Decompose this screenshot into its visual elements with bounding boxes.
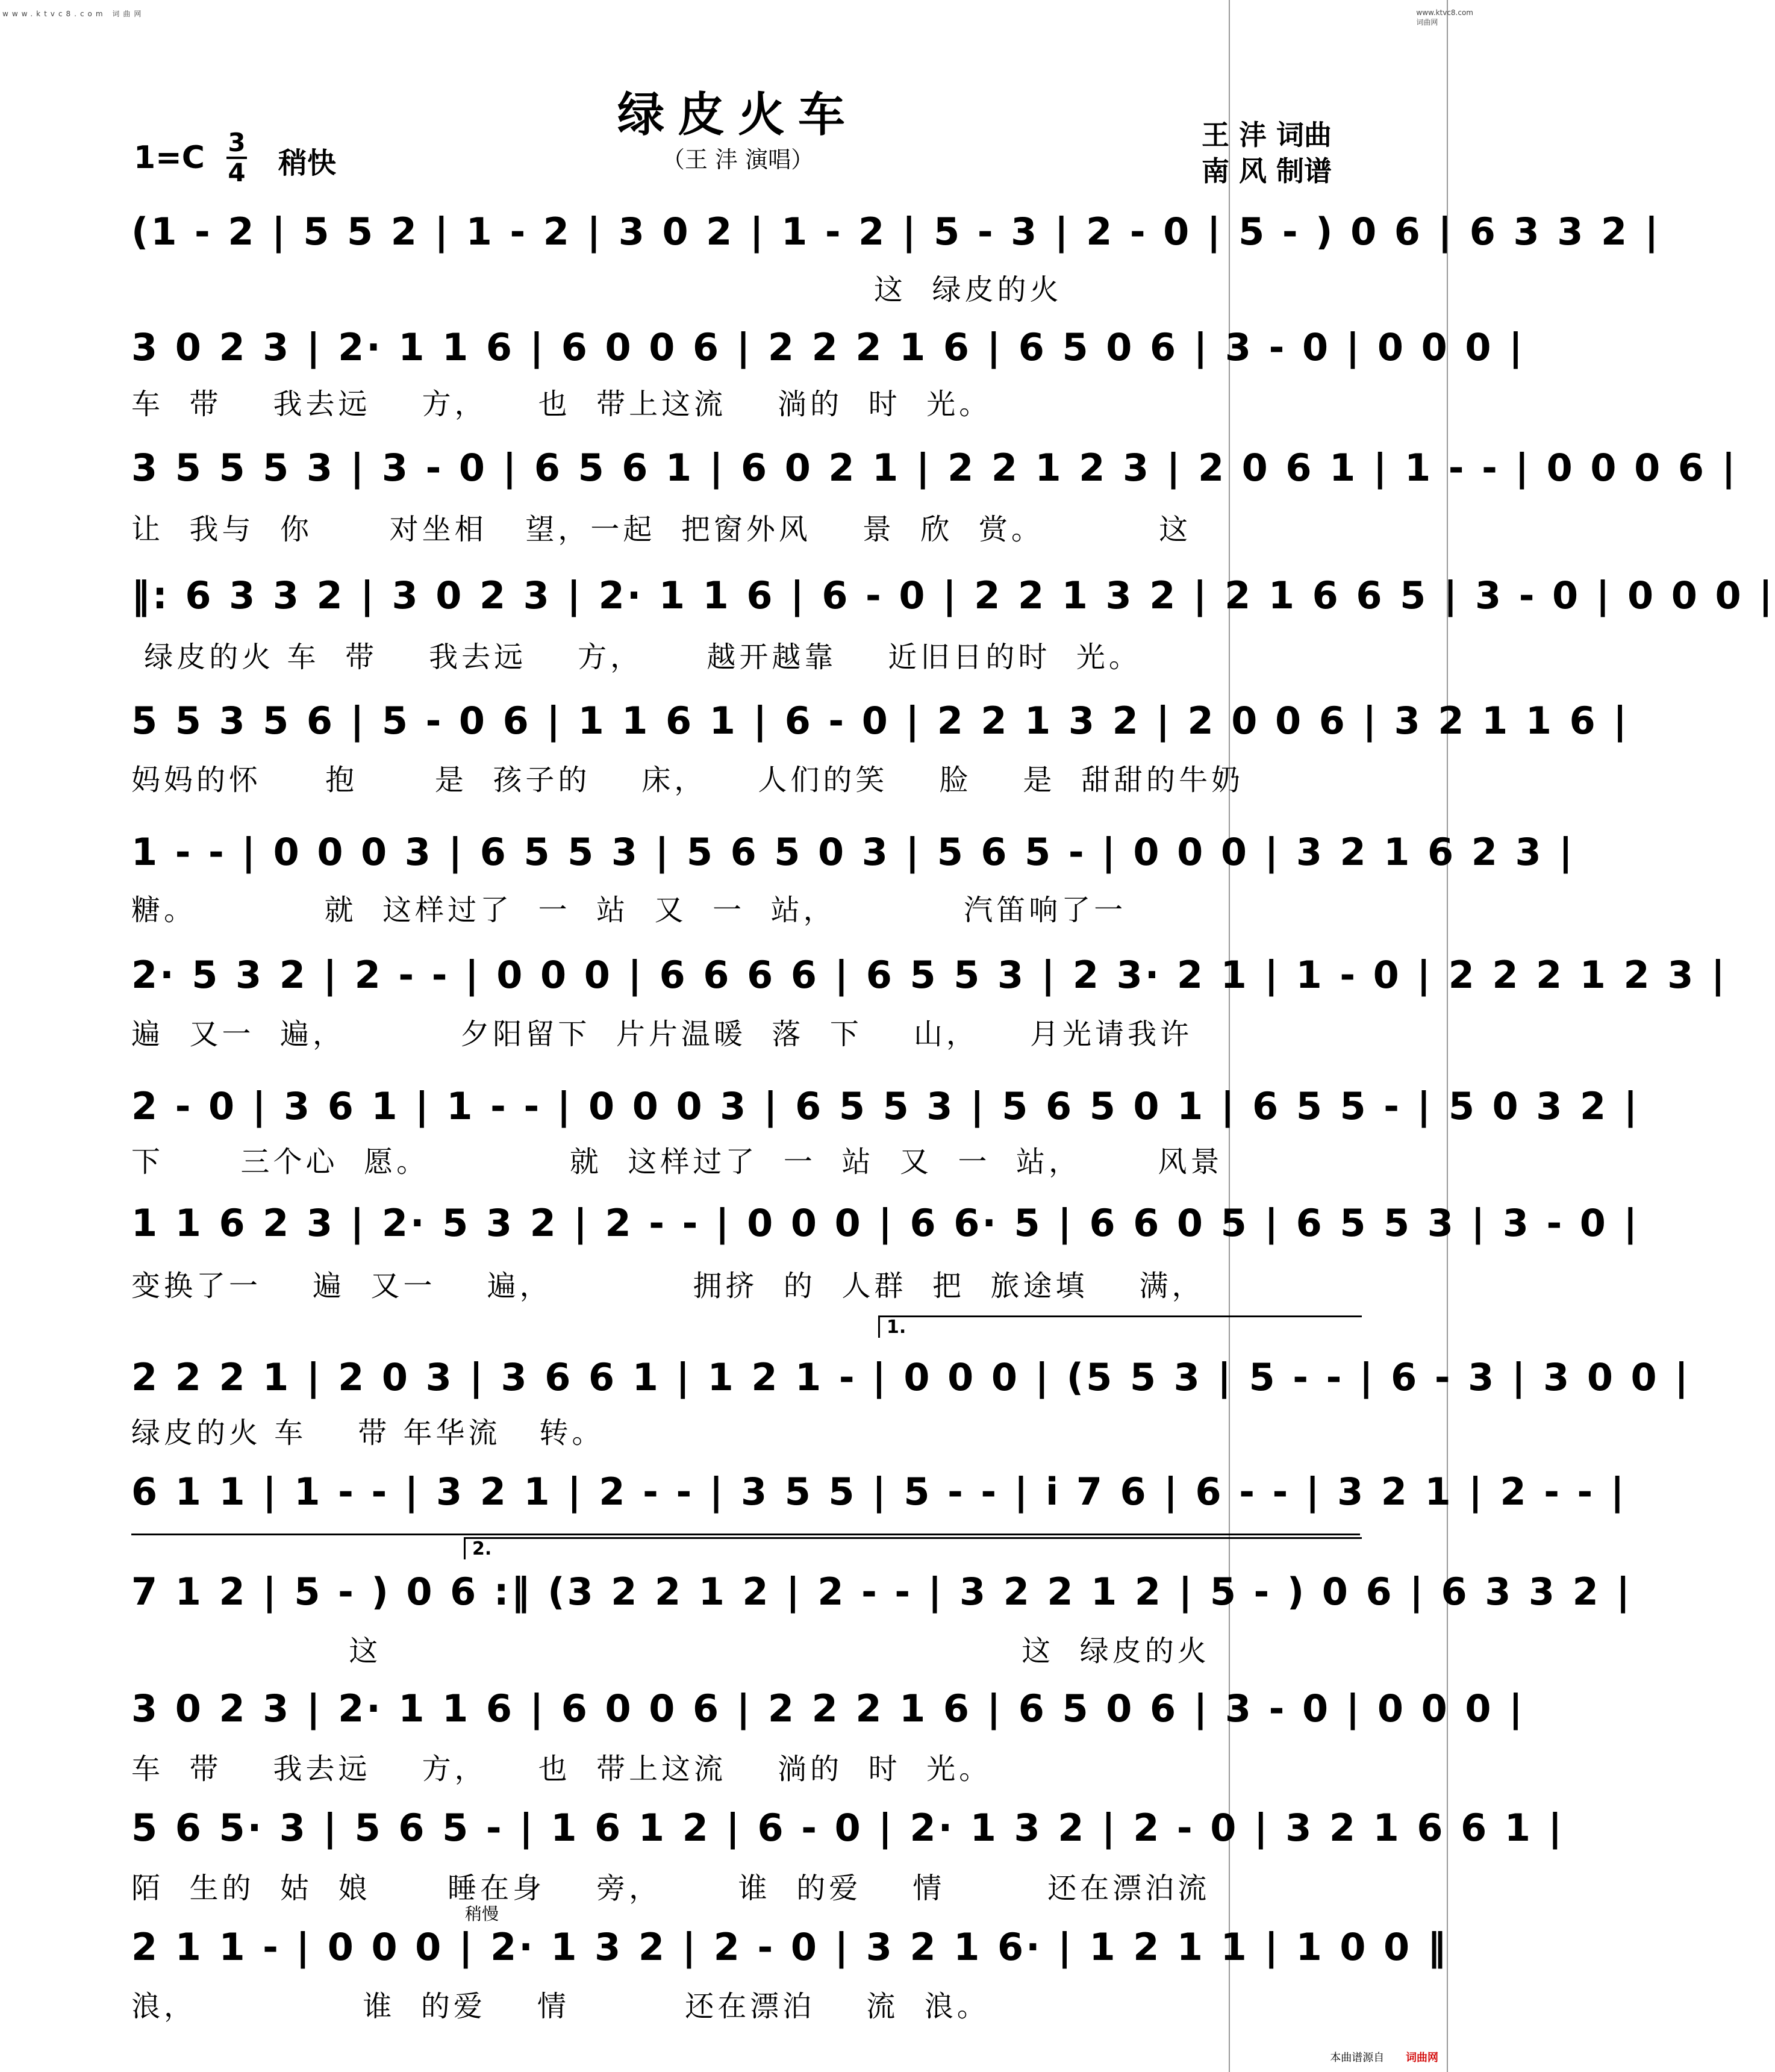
- credits: [1202, 117, 1332, 189]
- source-label: 本曲谱源自: [1330, 2052, 1385, 2064]
- volta-1-bracket: [878, 1315, 1362, 1338]
- key-signature: 1=C: [134, 140, 205, 176]
- music-row: 5 5 3 5 6 | 5 - 0 6 | 1 1 6 1 | 6 - 0 | 2 2 1 3 2 | 2 0 0 6 | 3 2 1 1 6 |: [131, 699, 1629, 743]
- music-row: 2· 5 3 2 | 2 - - | 0 0 0 | 6 6 6 6 | 6 5 5 3 | 2 3· 2 1 | 1 - 0 | 2 2 2 1 2 3 |: [131, 953, 1727, 997]
- music-row: 2 1 1 - | 0 0 0 | 2· 1 3 2 | 2 - 0 | 3 2 1 6· | 1 2 1 1 | 1 0 0 ‖: [131, 1925, 1449, 1969]
- source-brand: 词曲网: [1406, 2052, 1438, 2064]
- music-row: 3 0 2 3 | 2· 1 1 6 | 6 0 0 6 | 2 2 2 1 6 | 6 5 0 6 | 3 - 0 | 0 0 0 |: [131, 1687, 1525, 1730]
- lyric-row: 让 我与 你 对坐相 望，一起 把窗外风 景 欣 赏。 这: [131, 513, 1192, 546]
- lyric-row: 车 带 我去远 方， 也 带上这流 淌的 时 光。: [131, 1752, 992, 1786]
- music-row: (1 - 2 | 5 5 2 | 1 - 2 | 3 0 2 | 1 - 2 | 5 - 3 | 2 - 0 | 5 - ) 0 6 | 6 3 3 2 |: [131, 210, 1661, 254]
- music-row: 6 1 1 | 1 - - | 3 2 1 | 2 - - | 3 5 5 | 5 - - | i 7 6 | 6 - - | 3 2 1 | 2 - - |: [131, 1470, 1627, 1514]
- lyric-row: 遍 又一 遍， 夕阳留下 片片温暖 落 下 山， 月光请我许: [131, 1017, 1193, 1051]
- lyric-row: 妈妈的怀 抱 是 孩子的 床， 人们的笑 脸 是 甜甜的牛奶: [131, 763, 1244, 797]
- lyric-row: 陌 生的 姑 娘 睡在身 旁， 谁 的爱 情 还在漂泊流: [131, 1871, 1211, 1905]
- lyric-row: 绿皮的火 车 带 年华流 转。: [131, 1416, 605, 1450]
- credit-lyrics-music: 王 沣 词曲: [1202, 119, 1332, 151]
- lyric-row: 这 这 绿皮的火: [131, 1634, 1210, 1668]
- lyric-row: 变换了一 遍 又一 遍， 拥挤 的 人群 把 旅途填 满，: [131, 1269, 1205, 1303]
- music-row: 1 - - | 0 0 0 3 | 6 5 5 3 | 5 6 5 0 3 | 5 6 5 - | 0 0 0 | 3 2 1 6 2 3 |: [131, 830, 1575, 874]
- music-row: ‖: 6 3 3 2 | 3 0 2 3 | 2· 1 1 6 | 6 - 0 | 2 2 1 3 2 | 2 1 6 6 5 | 3 - 0 | 0 0 0 |: [131, 573, 1775, 617]
- time-signature: [224, 129, 249, 187]
- tempo-change-mark: 稍慢: [465, 1904, 499, 1924]
- volta-2-label: 2.: [472, 1538, 492, 1559]
- volta-2-bracket: [464, 1537, 1362, 1559]
- song-title: 绿皮火车: [617, 88, 858, 142]
- volta-1-label: 1.: [887, 1317, 906, 1338]
- lyric-row: 糖。 就 这样过了 一 站 又 一 站， 汽笛响了一: [131, 893, 1127, 927]
- lyric-row: 车 带 我去远 方， 也 带上这流 淌的 时 光。: [131, 387, 992, 421]
- music-row: 2 - 0 | 3 6 1 | 1 - - | 0 0 0 3 | 6 5 5 3 | 5 6 5 0 1 | 6 5 5 - | 5 0 3 2 |: [131, 1084, 1640, 1128]
- lyric-row: 这 绿皮的火: [131, 273, 1062, 307]
- source-footer: [1330, 2049, 1438, 2065]
- lyric-row: 下 三个心 愿。 就 这样过了 一 站 又 一 站， 风景: [131, 1145, 1223, 1179]
- meter-bottom: 4: [228, 158, 246, 187]
- music-row: 3 0 2 3 | 2· 1 1 6 | 6 0 0 6 | 2 2 2 1 6 | 6 5 0 6 | 3 - 0 | 0 0 0 |: [131, 325, 1525, 369]
- site-watermark-right: www.ktvc8.com 词曲网: [1416, 8, 1473, 27]
- music-row: 1 1 6 2 3 | 2· 5 3 2 | 2 - - | 0 0 0 | 6 6· 5 | 6 6 0 5 | 6 5 5 3 | 3 - 0 |: [131, 1201, 1640, 1245]
- right-margin-strip: [1416, 0, 1476, 2072]
- tempo-mark: 稍快: [278, 146, 337, 180]
- music-row: 7 1 2 | 5 - ) 0 6 :‖ (3 2 2 1 2 | 2 - - | 3 2 2 1 2 | 5 - ) 0 6 | 6 3 3 2 |: [131, 1570, 1633, 1614]
- meter-top: 3: [228, 128, 246, 157]
- music-row: 2 2 2 1 | 2 0 3 | 3 6 6 1 | 1 2 1 - | 0 0 0 | (5 5 3 | 5 - - | 6 - 3 | 3 0 0 |: [131, 1355, 1691, 1399]
- lyric-row: 浪， 谁 的爱 情 还在漂泊 流 浪。: [131, 1989, 990, 2023]
- lyric-row: 绿皮的火 车 带 我去远 方， 越开越靠 近旧日的时 光。: [131, 640, 1141, 674]
- site-watermark-left: www.ktvc8.com 词曲网: [2, 10, 145, 18]
- volta-1-end-line: [131, 1534, 1360, 1535]
- performer: （王 沣 演唱）: [661, 146, 814, 173]
- music-row: 5 6 5· 3 | 5 6 5 - | 1 6 1 2 | 6 - 0 | 2· 1 3 2 | 2 - 0 | 3 2 1 6 6 1 |: [131, 1806, 1565, 1850]
- music-row: 3 5 5 5 3 | 3 - 0 | 6 5 6 1 | 6 0 2 1 | 2 2 1 2 3 | 2 0 6 1 | 1 - - | 0 0 0 6 |: [131, 446, 1738, 490]
- credit-notation: 南 风 制谱: [1202, 155, 1332, 187]
